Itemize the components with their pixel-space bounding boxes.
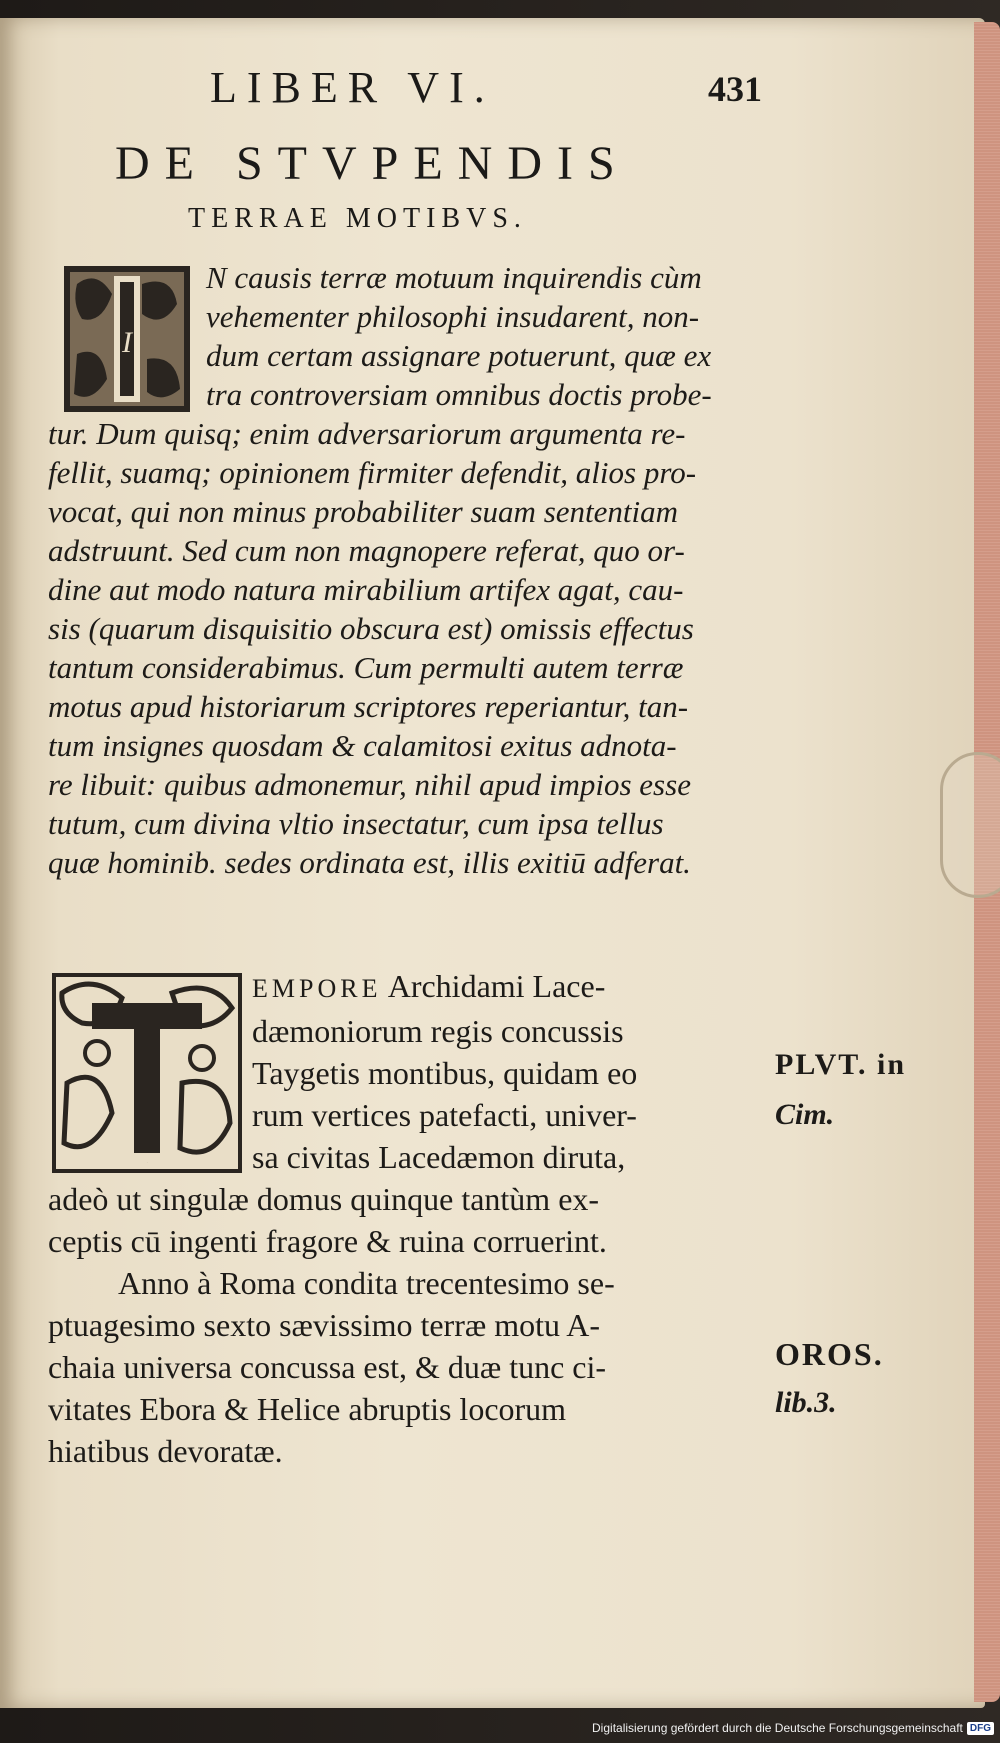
text-line: dine aut modo natura mirabilium artifex agat, cau- xyxy=(48,572,684,607)
text-line: vehementer philosophi insudarent, non- xyxy=(206,299,700,334)
text-line: tur. Dum quisq; enim adversariorum argumenta re- xyxy=(48,416,686,451)
initial-letter: T xyxy=(146,1163,148,1164)
dfg-logo-icon: DFG xyxy=(967,1722,994,1735)
decorated-initial-i xyxy=(62,264,192,414)
marginal-note-cim: Cim. xyxy=(775,1098,835,1131)
running-head-title: LIBER VI. xyxy=(210,63,495,112)
chapter-subtitle: TERRAE MOTIBVS. xyxy=(188,203,527,234)
ornament-initial-icon xyxy=(52,973,242,1173)
book-clasp xyxy=(940,752,1000,898)
text-line: tra controversiam omnibus doctis probe- xyxy=(206,377,712,412)
text-line: sis (quarum disquisitio obscura est) omissis effectus xyxy=(48,611,694,646)
text-line: N causis terræ motuum inquirendis cùm xyxy=(206,260,702,295)
lead-word: EMPORE xyxy=(252,974,382,1003)
decorated-initial-t xyxy=(52,973,242,1173)
text-run: Archidami Lace- xyxy=(387,968,606,1004)
roman-paragraph xyxy=(48,965,768,1472)
text-line: hiatibus devoratæ. xyxy=(48,1433,283,1469)
running-head xyxy=(210,62,770,122)
text-line: quæ hominib. sedes ordinata est, illis exitiū adferat. xyxy=(48,845,691,880)
italic-paragraph xyxy=(48,258,778,882)
text-line: dæmoniorum regis concussis xyxy=(252,1013,624,1049)
text-line: re libuit: quibus admonemur, nihil apud impios esse xyxy=(48,767,691,802)
text-line: fellit, suamq; opinionem firmiter defendit, alios pro- xyxy=(48,455,697,490)
text-line: Anno à Roma condita trecentesimo se- xyxy=(118,1265,615,1301)
text-line: sa civitas Lacedæmon diruta, xyxy=(252,1139,626,1175)
text-line: chaia universa concussa est, & duæ tunc ci- xyxy=(48,1349,607,1385)
digitization-footer xyxy=(592,1719,994,1737)
initial-letter: I xyxy=(122,326,132,359)
text-line: tantum considerabimus. Cum permulti autem terræ xyxy=(48,650,684,685)
text-line: ptuagesimo sexto sævissimo terræ motu A- xyxy=(48,1307,600,1343)
page-number: 431 xyxy=(708,69,762,109)
text-line: vocat, qui non minus probabiliter suam sententiam xyxy=(48,494,679,529)
text-line: rum vertices patefacti, univer- xyxy=(252,1097,637,1133)
text-line: vitates Ebora & Helice abruptis locorum xyxy=(48,1391,567,1427)
text-line: adstruunt. Sed cum non magnopere referat, quo or- xyxy=(48,533,685,568)
marginal-note-lib: lib.3. xyxy=(775,1386,837,1419)
text-line: motus apud historiarum scriptores reperiantur, tan- xyxy=(48,689,689,724)
text-line: tum insignes quosdam & calamitosi exitus adnota- xyxy=(48,728,677,763)
footer-credit: Digitalisierung gefördert durch die Deutsche Forschungsgemeinschaft xyxy=(592,1721,963,1735)
text-line: ceptis cū ingenti fragore & ruina corruerint. xyxy=(48,1223,607,1259)
text-line: dum certam assignare potuerunt, quæ ex xyxy=(206,338,712,373)
chapter-title: DE STVPENDIS xyxy=(115,137,630,190)
text-line: Taygetis montibus, quidam eo xyxy=(252,1055,638,1091)
text-line: adeò ut singulæ domus quinque tantùm ex- xyxy=(48,1181,600,1217)
text-line: tutum, cum divina vltio insectatur, cum ipsa tellus xyxy=(48,806,664,841)
marginal-note-plut: PLVT. in xyxy=(775,1048,907,1081)
ornament-initial-icon xyxy=(62,264,192,414)
marginal-note-oros: OROS. xyxy=(775,1336,884,1372)
